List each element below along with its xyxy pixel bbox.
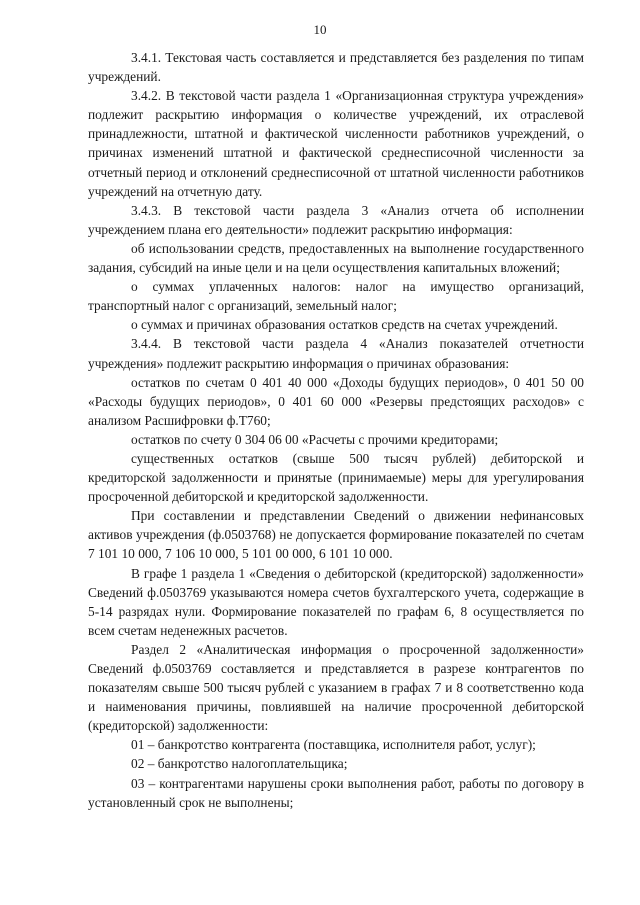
reason-code-02: 02 – банкротство налогоплательщика;: [131, 756, 348, 772]
list-item-funds-use: об использовании средств, предоставленных на выполнение государственного задания, субсидий на иные цели и на цели осуществления капитальных вложений;: [88, 240, 584, 276]
paragraph-3-4-1: 3.4.1. Текстовая часть составляется и представляется без разделения по типам учреждений.: [88, 50, 584, 85]
paragraph-3-4-4: 3.4.4. В текстовой части раздела 4 «Анализ показателей отчетности учреждения» подлежит раскрытию информация о причинах образования:: [88, 336, 584, 371]
paragraph-form-0503769-section2: Раздел 2 «Аналитическая информация о просроченной задолженности» Сведений ф.0503769 составляется и представляется в разрезе контрагентов по показателям свыше 500 тысяч рублей с указанием в графах 7 и 8 соответственно кода и наименования причины, повлиявшей на наличие просроченной дебиторской (кредиторской) задолженности:: [88, 641, 584, 734]
reason-code-03: 03 – контрагентами нарушены сроки выполнения работ, работы по договору в установленный срок не выполнены;: [88, 775, 584, 810]
list-item-account-balances: остатков по счетам 0 401 40 000 «Доходы будущих периодов», 0 401 50 00 «Расходы будущих периодов», 0 401 60 000 «Резервы предстоящих расходов» с анализом Расшифровки ф.Т760;: [88, 374, 584, 428]
paragraph-form-0503769-section1: В графе 1 раздела 1 «Сведения о дебиторской (кредиторской) задолженности» Сведений ф.0503769 указываются номера счетов бухгалтерского учета, содержащие в 5-14 разрядах нули. Формирование показателей по графам 6, 8 осуществляется по всем счетам неденежных расчетов.: [88, 565, 584, 638]
reason-code-01: 01 – банкротство контрагента (поставщика, исполнителя работ, услуг);: [131, 737, 536, 753]
list-item-balances: о суммах и причинах образования остатков средств на счетах учреждений.: [131, 317, 558, 333]
paragraph-3-4-2: 3.4.2. В текстовой части раздела 1 «Организационная структура учреждения» подлежит раскрытию информация о количестве учреждений, их отраслевой принадлежности, штатной и фактической численности работников учреждений, о причинах изменений штатной и фактической среднесписочной численности за отчетный период и отклонений среднесписочной от штатной численности работников учреждений на отчетную дату.: [88, 88, 584, 199]
body-text: [88, 48, 584, 812]
list-item-significant-balances: существенных остатков (свыше 500 тысяч рублей) дебиторской и кредиторской задолженности и принятые (принимаемые) меры для урегулирования просроченной дебиторской и кредиторской задолженности.: [88, 450, 584, 505]
list-item-creditors: остатков по счету 0 304 06 00 «Расчеты с прочими кредиторами;: [131, 431, 499, 447]
paragraph-form-0503768: При составлении и представлении Сведений о движении нефинансовых активов учреждения (ф.0503768) не допускается формирование показателей по счетам 7 101 10 000, 7 106 10 000, 5 101 00 000, 6 101 10 000.: [88, 508, 584, 562]
paragraph-3-4-3: 3.4.3. В текстовой части раздела 3 «Анализ отчета об исполнении учреждением плана его деятельности» подлежит раскрытию информация:: [88, 202, 584, 237]
list-item-taxes-paid: о суммах уплаченных налогов: налог на имущество организаций, транспортный налог с организаций, земельный налог;: [88, 279, 584, 314]
page-number: 10: [313, 22, 327, 37]
